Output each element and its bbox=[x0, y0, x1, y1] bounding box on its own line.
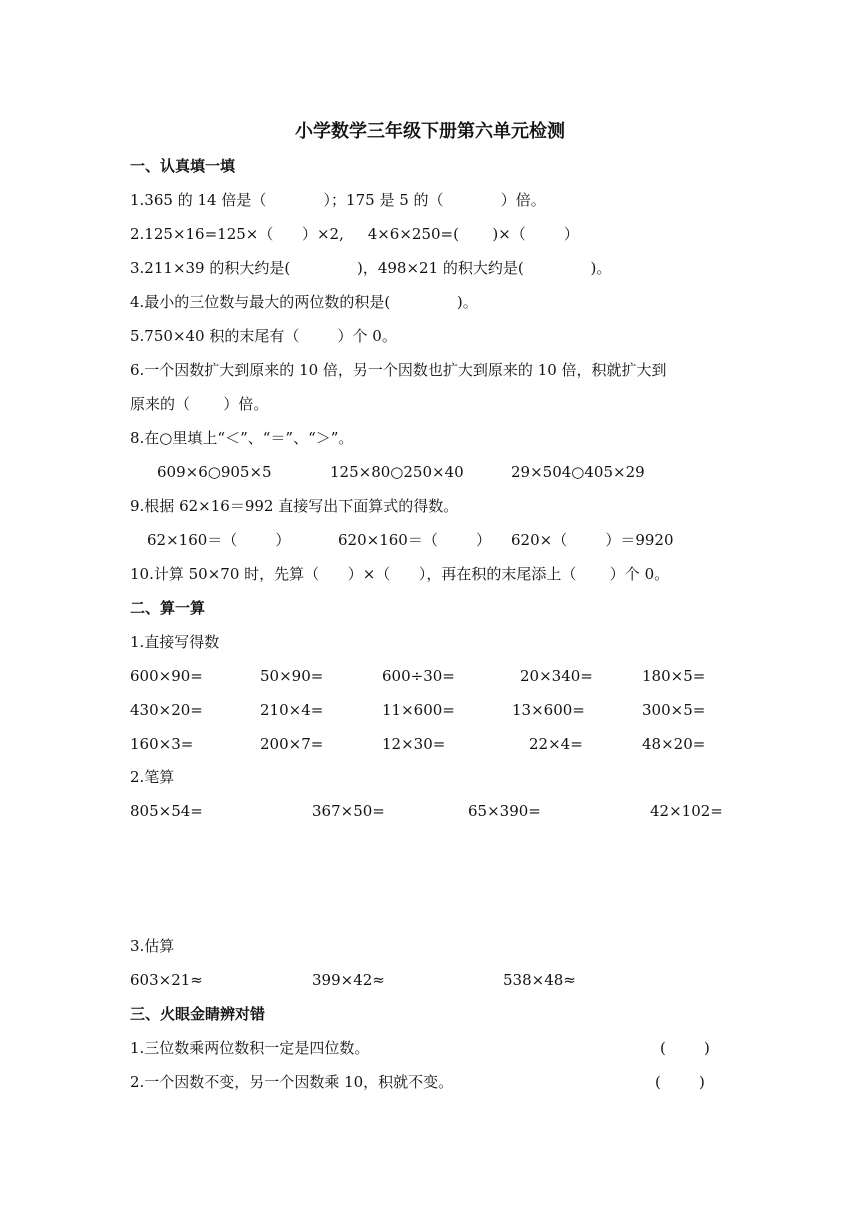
answer-bracket[interactable]: ( ) bbox=[655, 1073, 705, 1091]
estimate-item: 538×48≈ bbox=[503, 971, 576, 989]
question-8: 8.在○里填上“＜”、“＝”、“＞”。 bbox=[130, 429, 354, 447]
grid-cell: 160×3= bbox=[130, 735, 194, 753]
grid-cell: 11×600= bbox=[382, 701, 455, 719]
grid-cell: 300×5= bbox=[642, 701, 706, 719]
compare-item: 609×6○905×5 bbox=[157, 463, 272, 481]
grid-cell: 600÷30= bbox=[382, 667, 455, 685]
subheading-mental-math: 1.直接写得数 bbox=[130, 633, 220, 651]
subheading-written-calc: 2.笔算 bbox=[130, 768, 175, 786]
derive-item: 620×160＝（ ） bbox=[338, 531, 491, 549]
question-3: 3.211×39 的积大约是( )，498×21 的积大约是( )。 bbox=[130, 259, 612, 277]
subheading-estimate: 3.估算 bbox=[130, 937, 175, 955]
grid-cell: 22×4= bbox=[529, 735, 583, 753]
judge-item-text: 2.一个因数不变，另一个因数乘 10，积就不变。 bbox=[130, 1073, 454, 1091]
section-heading-true-false: 三、火眼金睛辨对错 bbox=[130, 1005, 266, 1023]
page-title: 小学数学三年级下册第六单元检测 bbox=[295, 121, 565, 142]
compare-item: 125×80○250×40 bbox=[330, 463, 464, 481]
compare-item: 29×504○405×29 bbox=[511, 463, 645, 481]
section-heading-fill-in: 一、认真填一填 bbox=[130, 157, 236, 175]
grid-cell: 50×90= bbox=[260, 667, 324, 685]
grid-cell: 430×20= bbox=[130, 701, 203, 719]
estimate-item: 399×42≈ bbox=[312, 971, 385, 989]
question-9: 9.根据 62×16＝992 直接写出下面算式的得数。 bbox=[130, 497, 459, 515]
written-item: 42×102= bbox=[650, 802, 723, 820]
grid-cell: 200×7= bbox=[260, 735, 324, 753]
written-item: 65×390= bbox=[468, 802, 541, 820]
derive-item: 620×（ ）＝9920 bbox=[511, 531, 674, 549]
estimate-item: 603×21≈ bbox=[130, 971, 203, 989]
judge-item-text: 1.三位数乘两位数积一定是四位数。 bbox=[130, 1039, 370, 1057]
grid-cell: 48×20= bbox=[642, 735, 706, 753]
question-4: 4.最小的三位数与最大的两位数的积是( )。 bbox=[130, 293, 478, 311]
question-1: 1.365 的 14 倍是（ ）；175 是 5 的（ ）倍。 bbox=[130, 191, 546, 209]
grid-cell: 12×30= bbox=[382, 735, 446, 753]
answer-bracket[interactable]: ( ) bbox=[660, 1039, 710, 1057]
question-10: 10.计算 50×70 时，先算（ ）×（ ），再在积的末尾添上（ ）个 0。 bbox=[130, 565, 670, 583]
grid-cell: 600×90= bbox=[130, 667, 203, 685]
question-5: 5.750×40 积的末尾有（ ）个 0。 bbox=[130, 327, 397, 345]
section-heading-calculate: 二、算一算 bbox=[130, 599, 206, 617]
question-6-line-1: 6.一个因数扩大到原来的 10 倍，另一个因数也扩大到原来的 10 倍，积就扩大到 bbox=[130, 361, 667, 379]
derive-item: 62×160＝（ ） bbox=[147, 531, 291, 549]
question-6-line-2: 原来的（ ）倍。 bbox=[130, 395, 269, 413]
grid-cell: 20×340= bbox=[520, 667, 593, 685]
grid-cell: 210×4= bbox=[260, 701, 324, 719]
question-2: 2.125×16=125×（ ）×2, 4×6×250=( )×（ ） bbox=[130, 225, 579, 243]
grid-cell: 13×600= bbox=[512, 701, 585, 719]
written-item: 367×50= bbox=[312, 802, 385, 820]
written-item: 805×54= bbox=[130, 802, 203, 820]
grid-cell: 180×5= bbox=[642, 667, 706, 685]
